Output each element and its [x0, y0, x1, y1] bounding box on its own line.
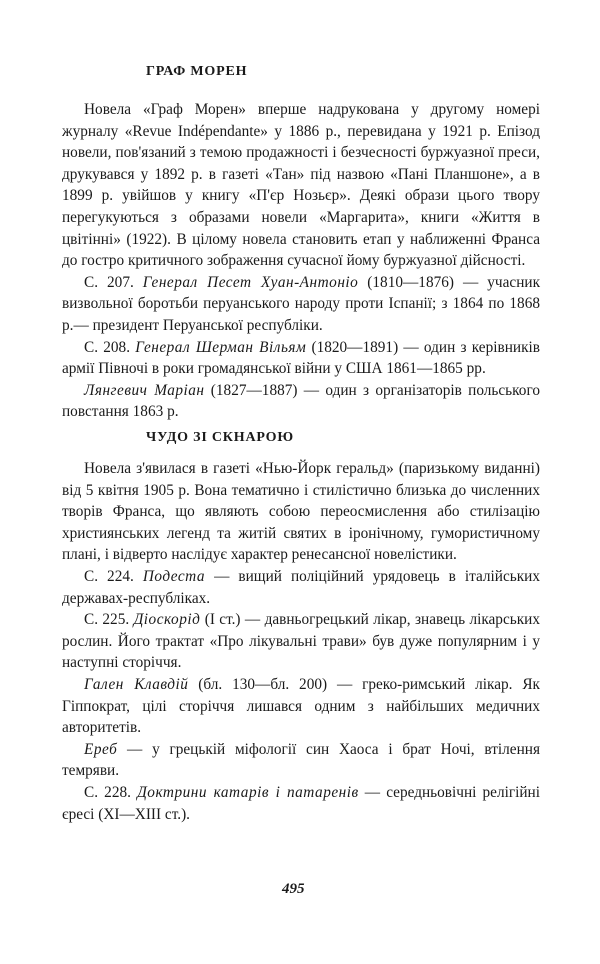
note-term: Генерал Шерман Вільям: [135, 338, 307, 356]
note-prefix: С. 208.: [84, 338, 136, 356]
note-prefix: С. 228.: [84, 783, 138, 801]
note-paragraph: [62, 609, 540, 674]
note-paragraph: [62, 739, 540, 782]
note-prefix: С. 224.: [84, 567, 143, 585]
note-paragraph: [62, 566, 540, 609]
section-title-chudo: ЧУДО ЗІ СКНАРОЮ: [146, 430, 294, 445]
section-title-graf-moren: ГРАФ МОРЕН: [146, 64, 248, 79]
note-term: Подеста: [142, 567, 206, 585]
note-term: Ереб: [84, 740, 118, 758]
note-text: (1820—1891) — один з керівників армії Півночі в роки громадянської війни у США 1861—1865 рр.: [62, 338, 540, 378]
note-text: — у грецькій міфології син Хаоса і брат Ночі, втілення темряви.: [62, 740, 540, 780]
note-text: (бл. 130—бл. 200) — греко-римський лікар. Як Гіппократ, цілі сторіччя лишався одним з найбільших медичних авторитетів.: [62, 675, 540, 737]
note-text: — вищий поліційний урядовець в італійських державах-республіках.: [62, 567, 540, 607]
note-term: Гален Клавдій: [84, 675, 189, 693]
note-term: Доктрини катарів і патаренів: [137, 783, 359, 801]
note-paragraph: [62, 380, 540, 423]
section-body-chudo: [62, 458, 540, 825]
note-term: Діоскорід: [133, 611, 201, 629]
note-prefix: С. 225.: [84, 611, 134, 629]
note-text: — середньовічні релігійні єресі (XI—XIII ст.).: [62, 783, 540, 823]
note-term: Лянгевич Маріан: [84, 381, 205, 399]
page-number: 495: [282, 881, 305, 897]
note-paragraph: [62, 782, 540, 825]
note-text: (1827—1887) — один з організаторів польського повстання 1863 р.: [62, 381, 540, 421]
note-paragraph: [62, 272, 540, 337]
note-paragraph: [62, 674, 540, 739]
note-term: Генерал Песет Хуан-Антоніо: [142, 273, 359, 291]
note-text: (I ст.) — давньогрецький лікар, знавець лікарських рослин. Його трактат «Про лікувальні трави» був дуже популярним і у наступні сторіччя.: [62, 611, 540, 672]
section-body-graf-moren: [62, 99, 540, 423]
intro-paragraph: Новела з'явилася в газеті «Нью-Йорк геральд» (паризькому виданні) від 5 квітня 1905 р. Вона тематично і стилістично близька до численних творів Франса, що являють собою переосмислення або стилізацію християнських легенд та житій святих в іронічному, гумористичному плані, і відверто наслідує характер ренесансної новелістики.: [62, 460, 540, 564]
intro-paragraph: Новела «Граф Морен» вперше надрукована у другому номері журналу «Revue Indépendante» у 1886 р., перевидана у 1921 р. Епізод новели, пов'язаний з темою продажності і безчесності буржуазної преси, друкувався у 1892 р. в газеті «Тан» під назвою «Пані Планшоне», а в 1899 р. увійшов у книгу «П'єр Нозьєр». Деякі образи цього твору перегукуються з образами новели «Маргарита», книги «Життя в цвітінні» (1922). В цілому новела становить етап у наближенні Франса до гостро критичного зображення сучасної йому буржуазної дійсності.: [62, 101, 540, 270]
note-text: (1810—1876) — учасник визвольної боротьби перуанського народу проти Іспанії; з 1864 по 1868 р.— президент Перуанської республіки.: [62, 273, 540, 334]
note-paragraph: [62, 337, 540, 380]
note-prefix: С. 207.: [84, 273, 143, 291]
